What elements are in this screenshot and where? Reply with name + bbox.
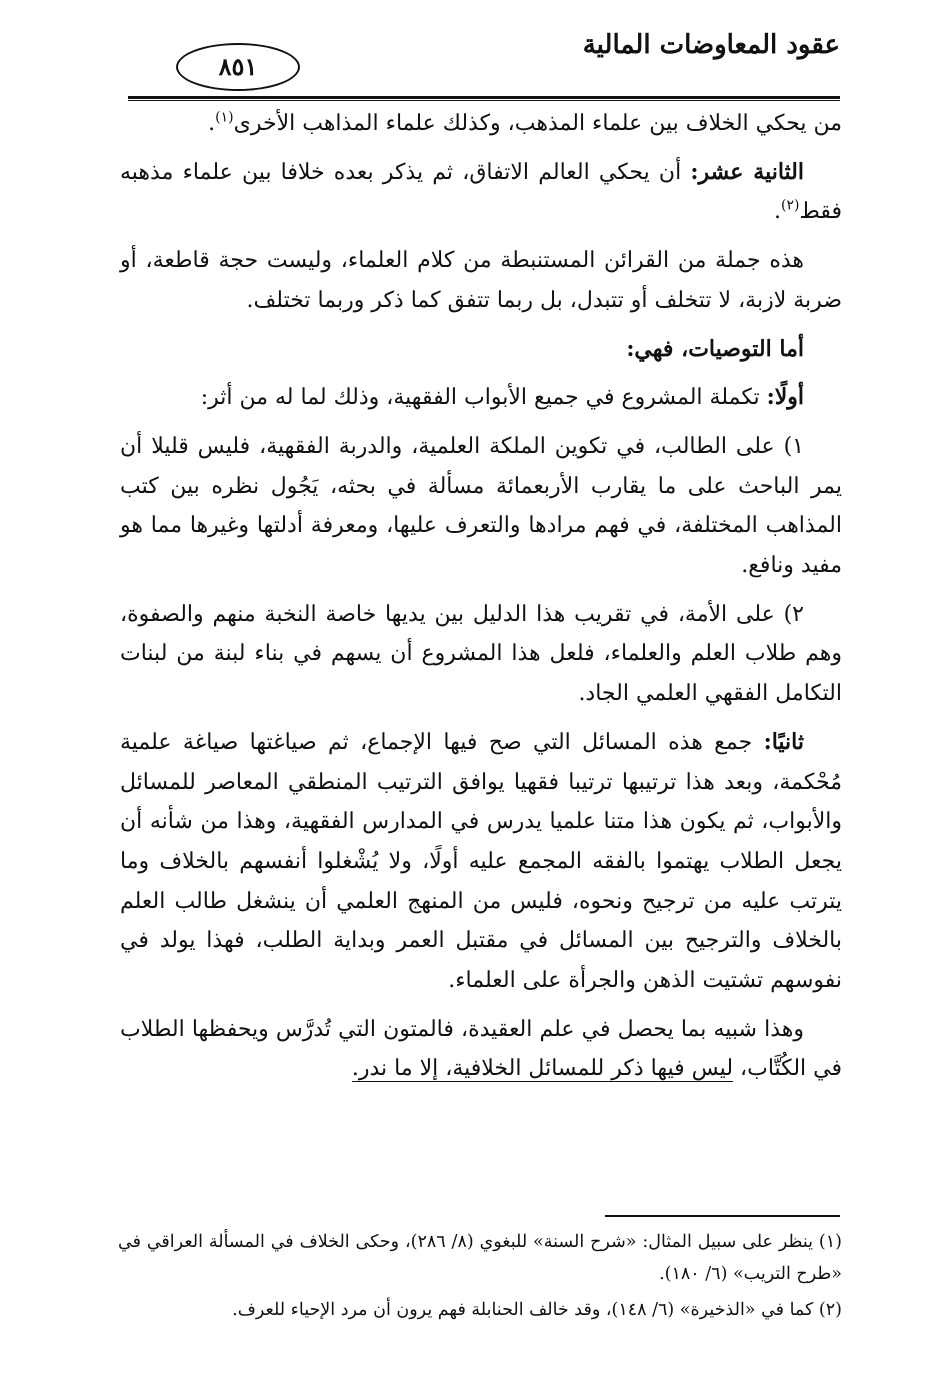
running-title: عقود المعاوضات المالية: [582, 30, 840, 60]
footnote: (٢) كما في «الذخيرة» (٦/ ١٤٨)، وقد خالف الحنابلة فهم يرون أن مرد الإحياء للعرف.: [232, 1300, 842, 1320]
footnotes: [118, 1226, 842, 1330]
header-rule-thin: [128, 100, 840, 101]
paragraph: من يحكي الخلاف بين علماء المذهب، وكذلك علماء المذاهب الأخرى$^{(١)}$.: [208, 109, 842, 136]
paragraph: أولًا: تكملة المشروع في جميع الأبواب الفقهية، وذلك لما له من أثر:: [200, 384, 804, 411]
paragraph: الثانية عشر: أن يحكي العالم الاتفاق، ثم يذكر بعده خلافا بين علماء مذهبه فقط$^{(٢)}$.: [120, 158, 842, 225]
footnote: (١) ينظر على سبيل المثال: «شرح السنة» للبغوي (٨/ ٢٨٦)، وحكى الخلاف في المسألة العراقي في «طرح التريب» (٦/ ١٨٠).: [118, 1232, 842, 1284]
body-text: [120, 104, 842, 1098]
paragraph: ١) على الطالب، في تكوين الملكة العلمية، والدربة الفقهية، فليس قليلا أن يمر الباحث على ما يقارب الأربعمائة مسألة في بحثه، يَجُول نظره بين كتب المذاهب المختلفة، في فهم مرادها والتعرف عليها، ومعرفة أدلتها وغيرها مما هو مفيد ونافع.: [120, 433, 842, 579]
underlined-text: ليس فيها ذكر للمسائل الخلافية، إلا ما ندر.: [351, 1056, 734, 1082]
paragraph: هذه جملة من القرائن المستنبطة من كلام العلماء، وليست حجة قاطعة، أو ضربة لازبة، لا تتخلف أو تتبدل، بل ربما تتفق كما ذكر وربما تختلف.: [120, 248, 842, 313]
footnote-ref: (٢): [781, 198, 800, 215]
page-number: ٨٥١: [176, 43, 300, 91]
paragraph: ثانيًا: جمع هذه المسائل التي صح فيها الإجماع، ثم صياغتها صياغة علمية مُحْكمة، وبعد هذا ترتيبها ترتيبا فقهيا يوافق الترتيب المنطقي المعاصر للمسائل والأبواب، ثم يكون هذا متنا علميا يدرس في المدارس الفقهية، وهذا من شأنه أن يجعل الطلاب يهتموا بالفقه المجمع عليه أولًا، ولا يُشْغلوا أنفسهم بالخلاف وما يترتب عليه من ترجيح ونحوه، فليس من المنهج العلمي أن ينشغل طالب العلم بالخلاف والترجيح بين المسائل في مقتبل العمر وبداية الطلب، فهذا يولد في نفوسهم تشتيت الذهن والجرأة على العلماء.: [120, 728, 843, 994]
paragraph: وهذا شبيه بما يحصل في علم العقيدة، فالمتون التي تُدرَّس ويحفظها الطلاب في الكُتَّاب، ليس فيها ذكر للمسائل الخلافية، إلا ما ندر.: [120, 1016, 842, 1082]
footnote-ref: (١): [215, 109, 234, 126]
paragraph: ٢) على الأمة، في تقريب هذا الدليل بين يديها خاصة النخبة منهم والصفوة، وهم طلاب العلم والعلماء، فلعل هذا المشروع أن يسهم في بناء لبنة من لبنات التكامل الفقهي العلمي الجاد.: [120, 601, 842, 707]
footnote-separator: [605, 1215, 840, 1217]
page-header: [128, 30, 840, 80]
paragraph-lead: ثانيًا:: [763, 728, 804, 755]
paragraph-lead: الثانية عشر:: [690, 158, 804, 185]
section-heading: أما التوصيات، فهي:: [626, 335, 804, 362]
header-rule: [128, 96, 840, 99]
paragraph-lead: أولًا:: [766, 384, 804, 411]
